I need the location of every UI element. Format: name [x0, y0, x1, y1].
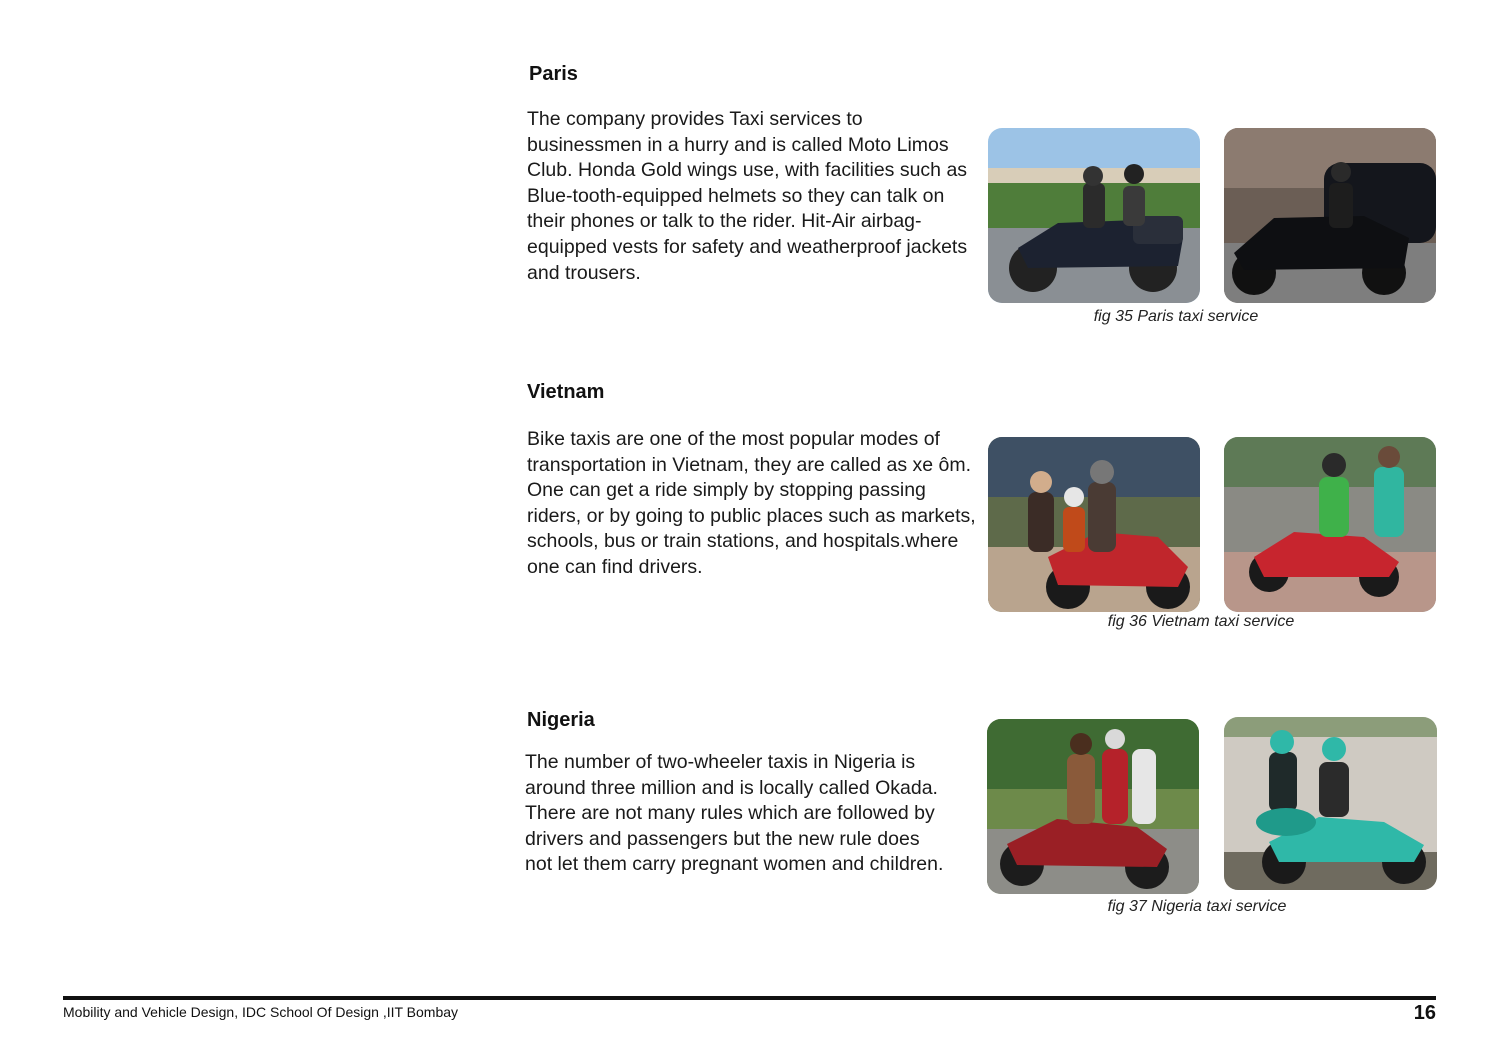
figure-caption-nigeria: fig 37 Nigeria taxi service	[1107, 898, 1287, 915]
section-heading-paris: Paris	[529, 63, 578, 85]
photo-vietnam-green-jacket-rider	[1224, 437, 1436, 612]
section-heading-nigeria: Nigeria	[527, 709, 595, 731]
photo-paris-goldwing-traffic	[1224, 128, 1436, 303]
photo-nigeria-teal-bike	[1224, 717, 1437, 890]
figure-caption-vietnam: fig 36 Vietnam taxi service	[1107, 613, 1295, 630]
figure-caption-paris: fig 35 Paris taxi service	[1093, 308, 1259, 325]
page-number: 16	[1413, 1002, 1436, 1024]
photo-vietnam-family-scooter	[988, 437, 1200, 612]
section-body-vietnam: Bike taxis are one of the most popular modes of transportation in Vietnam, they are called as xe ôm. One can get a ride simply by stopping passing riders, or by going to public places such as markets, schools, bus or train stations, and hospitals.where one can find drivers.	[527, 428, 976, 578]
section-heading-vietnam: Vietnam	[527, 381, 605, 403]
photo-paris-goldwing-riders	[988, 128, 1200, 303]
section-body-nigeria: The number of two-wheeler taxis in Nigeria is around three million and is locally called Okada. There are not many rules which are followed by drivers and passengers but the new rule does not let them carry pregnant women and children.	[525, 751, 944, 876]
photo-nigeria-okada-passengers	[987, 719, 1199, 894]
section-body-paris: The company provides Taxi services to businessmen in a hurry and is called Moto Limos Club. Honda Gold wings use, with facilities such as Blue-tooth-equipped helmets so they can talk on their phones or talk to the rider. Hit-Air airbag-equipped vests for safety and weatherproof jackets and trousers.	[527, 108, 968, 284]
footer-divider	[63, 996, 1436, 1000]
footer-credit: Mobility and Vehicle Design, IDC School Of Design ,IIT Bombay	[63, 1004, 459, 1020]
